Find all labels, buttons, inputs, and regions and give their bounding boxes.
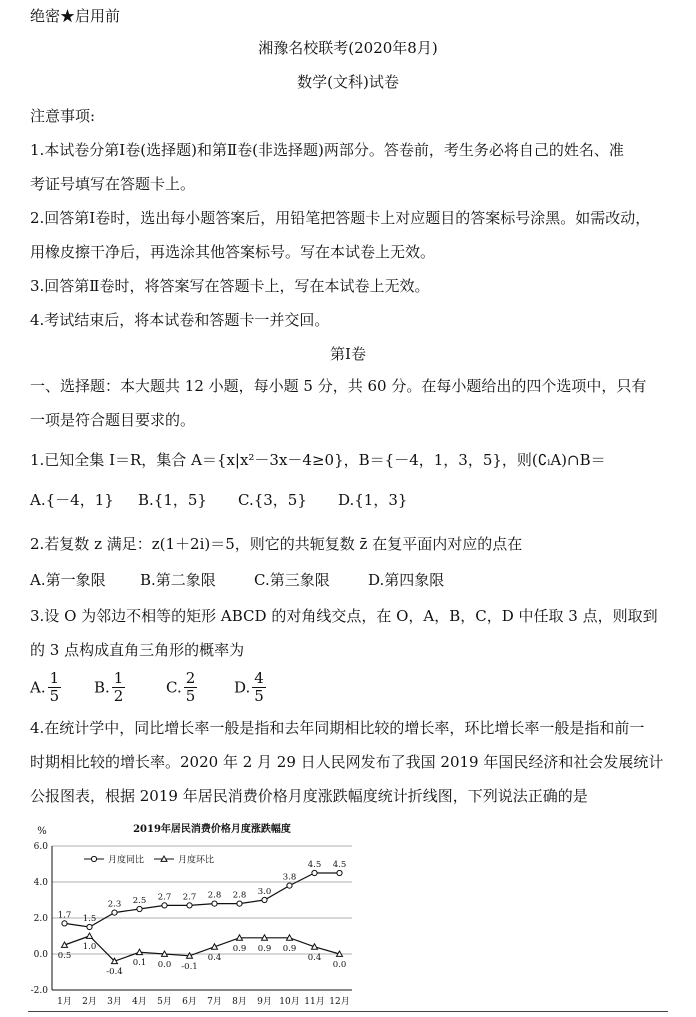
- data-label: -0.1: [181, 961, 198, 972]
- q2-option-b: B.第二象限: [140, 571, 216, 589]
- data-label: 2.7: [182, 892, 197, 903]
- point-circle: [162, 903, 167, 908]
- q3-option-d-label: D.: [234, 678, 251, 697]
- q3-b-denominator: 2: [113, 687, 124, 705]
- data-label: 4.5: [332, 860, 347, 870]
- point-circle: [312, 870, 317, 875]
- legend-label: 月度环比: [178, 855, 215, 866]
- note-1b: 考证号填写在答题卡上。: [30, 175, 196, 193]
- data-label: 0.0: [157, 960, 172, 970]
- section-instructions-b: 一项是符合题目要求的。: [30, 411, 196, 429]
- q3-a-denominator: 5: [49, 687, 60, 705]
- x-tick-label: 5月: [157, 997, 172, 1007]
- q3-option-c-fraction: [184, 670, 198, 705]
- x-tick-label: 11月: [304, 997, 325, 1007]
- y-tick-label: 6.0: [33, 842, 48, 852]
- data-label: 3.8: [282, 872, 297, 883]
- data-label: 0.5: [57, 951, 72, 961]
- q3-c-denominator: 5: [185, 687, 196, 705]
- q4-stem-b: 时期相比较的增长率。2020 年 2 月 29 日人民网发布了我国 2019 年国民经济和社会发展统计: [30, 753, 664, 771]
- y-tick-label: 2.0: [33, 914, 48, 924]
- y-tick-label: -2.0: [30, 986, 48, 996]
- x-tick-label: 6月: [182, 997, 197, 1007]
- point-circle: [187, 903, 192, 908]
- note-1a: 1.本试卷分第Ⅰ卷(选择题)和第Ⅱ卷(非选择题)两部分。答卷前，考生务必将自己的姓名、准: [30, 141, 624, 159]
- note-3: 3.回答第Ⅱ卷时，将答案写在答题卡上，写在本试卷上无效。: [30, 277, 430, 295]
- exam-title: 湘豫名校联考(2020年8月): [258, 39, 438, 57]
- q3-option-a-fraction: [48, 670, 62, 705]
- data-label: 2.8: [207, 890, 222, 901]
- notes-heading: 注意事项:: [30, 107, 96, 125]
- q3-d-numerator: 4: [254, 669, 264, 687]
- point-circle: [212, 901, 217, 906]
- x-tick-label: 2月: [82, 997, 97, 1007]
- q4-stem-a: 4.在统计学中，同比增长率一般是指和去年同期相比较的增长率，环比增长率一般是指和前一: [30, 719, 645, 737]
- data-label: 0.9: [232, 943, 247, 954]
- x-tick-label: 9月: [257, 997, 272, 1007]
- q3-option-b-label: B.: [94, 678, 110, 697]
- q3-option-b-fraction: [112, 670, 126, 705]
- q3-a-numerator: 1: [49, 669, 60, 687]
- x-tick-label: 8月: [232, 997, 247, 1007]
- q3-stem-a: 3.设 O 为邻边不相等的矩形 ABCD 的对角线交点，在 O，A，B，C，D 中任取 3 点，则取到: [30, 607, 658, 625]
- q2-option-c: C.第三象限: [254, 571, 330, 589]
- x-tick-label: 1月: [57, 997, 72, 1007]
- data-label: 2.5: [132, 896, 147, 906]
- point-circle: [62, 921, 67, 926]
- x-tick-label: 4月: [132, 997, 147, 1007]
- y-tick-label: 0.0: [33, 950, 48, 960]
- x-tick-label: 7月: [207, 997, 222, 1007]
- point-circle: [112, 910, 117, 915]
- q2-option-a: A.第一象限: [30, 571, 106, 589]
- chart-title: 2019年居民消费价格月度涨跌幅度: [133, 824, 291, 835]
- q1-stem: 1.已知全集 I＝R，集合 A＝{x|x²－3x－4≥0}，B＝{－4，1，3，5}，则(∁ᵢA)∩B＝: [30, 451, 606, 469]
- q3-option-d: [234, 670, 266, 705]
- q3-stem-b: 的 3 点构成直角三角形的概率为: [30, 641, 245, 659]
- q3-b-numerator: 1: [113, 669, 124, 687]
- footer-rule: [28, 1011, 668, 1012]
- data-label: 1.7: [57, 910, 72, 921]
- secret-mark: 绝密★启用前: [30, 7, 121, 25]
- q1-option-c: C.{3，5}: [238, 491, 307, 509]
- data-label: 0.0: [332, 960, 347, 970]
- q4-stem-c: 公报图表，根据 2019 年居民消费价格月度涨跌幅度统计折线图，下列说法正确的是: [30, 787, 588, 805]
- data-label: 0.9: [282, 943, 297, 954]
- q3-option-a-label: A.: [30, 678, 46, 697]
- note-2a: 2.回答第Ⅰ卷时，选出每小题答案后，用铅笔把答题卡上对应题目的答案标号涂黑。如需改动，: [30, 209, 651, 227]
- section-instructions-a: 一、选择题：本大题共 12 小题，每小题 5 分，共 60 分。在每小题给出的四个选项中，只有: [30, 377, 647, 395]
- x-tick-label: 10月: [279, 997, 300, 1007]
- q3-option-a: [30, 670, 61, 705]
- q3-c-numerator: 2: [185, 669, 196, 687]
- point-circle: [87, 924, 92, 929]
- q2-option-d: D.第四象限: [368, 571, 445, 589]
- point-triangle: [87, 933, 93, 938]
- data-label: 3.0: [257, 887, 272, 897]
- legend-label: 月度同比: [108, 855, 145, 866]
- series-line-月度同比: [65, 873, 340, 927]
- x-tick-label: 12月: [329, 997, 350, 1007]
- legend-marker-circle: [91, 856, 96, 861]
- chart-ylabel: %: [37, 826, 47, 837]
- q1-option-b: B.{1，5}: [138, 491, 207, 509]
- note-4: 4.考试结束后，将本试卷和答题卡一并交回。: [30, 311, 330, 329]
- q2-stem: 2.若复数 z 满足：z(1＋2i)＝5，则它的共轭复数 z̄ 在复平面内对应的点在: [30, 535, 523, 553]
- x-tick-label: 3月: [107, 997, 122, 1007]
- point-circle: [337, 870, 342, 875]
- q3-option-c-label: C.: [166, 678, 182, 697]
- data-label: 1.0: [82, 942, 97, 952]
- q3-option-b: [94, 670, 125, 705]
- q1-option-a: A.{－4，1}: [30, 491, 114, 509]
- note-2b: 用橡皮擦干净后，再选涂其他答案标号。写在本试卷上无效。: [30, 243, 436, 261]
- data-label: 4.5: [307, 860, 322, 870]
- q1-option-d: D.{1，3}: [338, 491, 408, 509]
- paper-title: 数学(文科)试卷: [297, 73, 399, 91]
- q3-option-c: [166, 670, 197, 705]
- data-label: 2.8: [232, 890, 247, 901]
- chart-series: [58, 860, 347, 977]
- chart-axes: [31, 842, 352, 1007]
- data-label: -0.4: [106, 967, 123, 978]
- data-label: 0.1: [132, 958, 147, 969]
- point-circle: [137, 906, 142, 911]
- data-label: 0.4: [207, 952, 222, 963]
- point-circle: [237, 901, 242, 906]
- data-label: 2.7: [157, 892, 172, 903]
- q3-option-d-fraction: [252, 670, 266, 705]
- chart-legend: [84, 854, 214, 866]
- data-label: 0.4: [307, 952, 322, 963]
- data-label: 0.9: [257, 943, 272, 954]
- point-circle: [287, 883, 292, 888]
- point-circle: [262, 897, 267, 902]
- q3-d-denominator: 5: [254, 687, 264, 705]
- y-tick-label: 4.0: [33, 878, 48, 888]
- series-line-月度环比: [65, 936, 340, 961]
- data-label: 2.3: [107, 899, 122, 910]
- data-label: 1.5: [82, 914, 97, 924]
- part-title: 第Ⅰ卷: [330, 345, 366, 363]
- cpi-line-chart: [0, 818, 380, 1013]
